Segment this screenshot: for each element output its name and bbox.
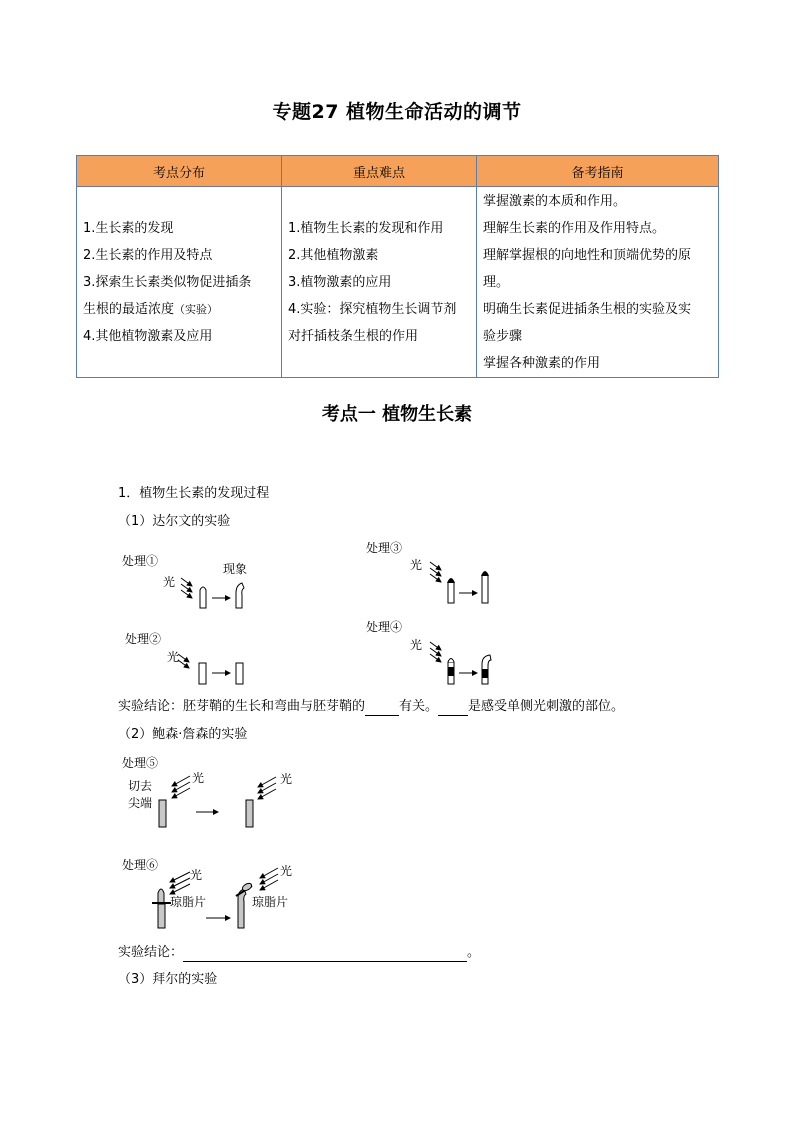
label-tip: 尖端 xyxy=(128,796,153,810)
label-agar: 琼脂片 xyxy=(170,895,207,909)
light-arrows-icon xyxy=(172,776,190,798)
light-arrows-icon xyxy=(258,777,276,799)
label-treatment-1: 处理① xyxy=(122,554,159,568)
list-item: 1.生长素的发现 xyxy=(83,220,174,236)
list-item: 2.生长素的作用及特点 xyxy=(83,247,213,263)
header-distribution: 考点分布 xyxy=(77,156,282,187)
list-item: 掌握各种激素的作用 xyxy=(483,355,601,371)
list-item-cont: 生根的最适浓度（实验） xyxy=(83,301,219,317)
label-cut: 切去 xyxy=(128,779,153,793)
label-light: 光 xyxy=(410,638,423,652)
list-item: 理解生长素的作用及作用特点。 xyxy=(483,220,666,236)
answer-blank[interactable] xyxy=(183,947,467,962)
list-item: 理。 xyxy=(483,274,510,290)
sub-heading-boysen-jensen: （2）鲍森·詹森的实验 xyxy=(118,727,248,742)
list-item: 4.其他植物激素及应用 xyxy=(83,328,213,344)
list-item: 明确生长素促进插条生根的实验及实 xyxy=(483,301,692,317)
label-treatment-3: 处理③ xyxy=(366,541,403,555)
section-title: 考点一 植物生长素 xyxy=(321,404,473,425)
label-light: 光 xyxy=(280,864,293,878)
list-item: 1.植物生长素的发现和作用 xyxy=(288,220,444,236)
item-heading: 1．植物生长素的发现过程 xyxy=(118,486,270,501)
label-treatment-2: 处理② xyxy=(125,632,162,646)
label-phenomenon: 现象 xyxy=(223,562,248,576)
coleoptile-cut xyxy=(246,800,253,827)
list-item: 验步骤 xyxy=(483,328,523,344)
page-title: 专题27 植物生命活动的调节 xyxy=(272,101,522,123)
sub-heading-darwin: （1）达尔文的实验 xyxy=(118,514,231,529)
label-light: 光 xyxy=(280,772,293,786)
label-treatment-4: 处理④ xyxy=(366,620,403,634)
label-light: 光 xyxy=(167,650,180,664)
coleoptile-cut xyxy=(159,800,166,827)
list-item: 2.其他植物激素 xyxy=(288,247,379,263)
light-arrows-icon xyxy=(260,868,278,890)
list-item: 4.实验：探究植物生长调节剂 xyxy=(288,301,457,317)
label-light: 光 xyxy=(163,575,176,589)
label-light: 光 xyxy=(410,558,423,572)
label-light: 光 xyxy=(190,868,203,882)
list-item: 理解掌握根的向地性和顶端优势的原 xyxy=(483,247,692,263)
header-guide: 备考指南 xyxy=(477,156,719,187)
light-arrows-icon xyxy=(170,872,190,894)
label-light: 光 xyxy=(192,771,205,785)
conclusion-darwin: 实验结论：胚芽鞘的生长和弯曲与胚芽鞘的 有关。 是感受单侧光刺激的部位。 xyxy=(118,699,625,714)
label-treatment-5: 处理⑤ xyxy=(122,756,159,770)
label-agar: 琼脂片 xyxy=(252,895,289,909)
coleoptile-base xyxy=(158,904,165,928)
sub-heading-paal: （3）拜尔的实验 xyxy=(118,972,218,987)
header-key-points: 重点难点 xyxy=(282,156,477,187)
list-item: 对扦插枝条生根的作用 xyxy=(288,328,419,344)
coleoptile-tip xyxy=(158,889,164,902)
list-item: 3.植物激素的应用 xyxy=(288,274,392,290)
list-item: 3.探索生长素类似物促进插条 xyxy=(83,274,252,290)
label-treatment-6: 处理⑥ xyxy=(122,858,159,872)
conclusion-boysen-jensen: 实验结论： 。 xyxy=(118,945,481,960)
list-item: 掌握激素的本质和作用。 xyxy=(483,193,627,209)
